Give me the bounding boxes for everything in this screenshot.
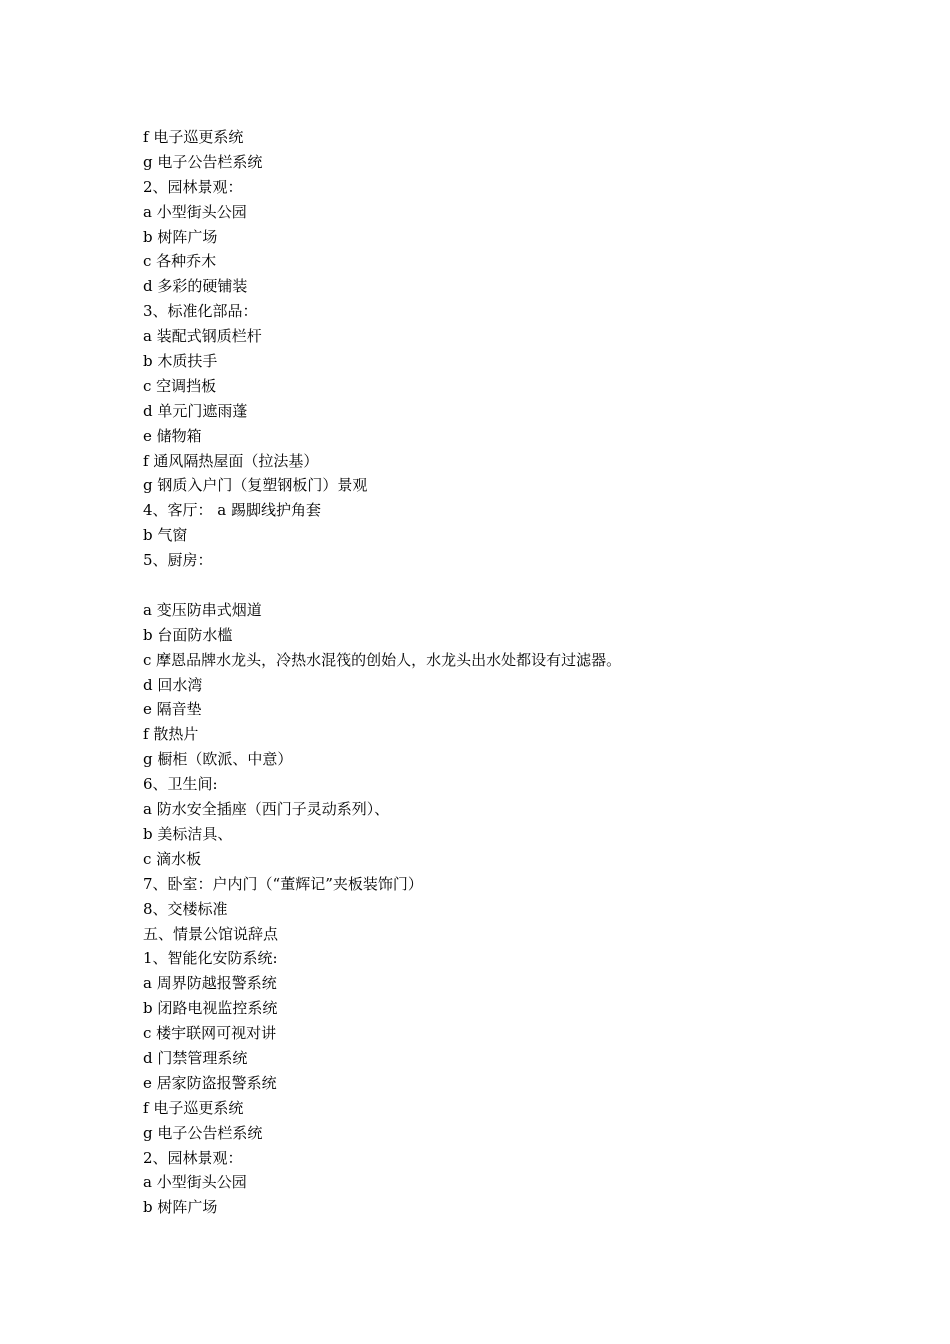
text-line: f 通风隔热屋面（拉法基） xyxy=(143,451,319,470)
text-line: c 滴水板 xyxy=(143,849,202,868)
blank-line xyxy=(143,573,903,598)
text-line: a 变压防串式烟道 xyxy=(143,600,262,619)
section-heading: 6、卫生间: xyxy=(143,775,218,794)
text-line: d 单元门遮雨蓬 xyxy=(143,401,248,420)
section-heading: 5、厨房： xyxy=(143,551,213,570)
text-line: a 防水安全插座（西门子灵动系列）、 xyxy=(143,800,390,819)
text-line: e 储物箱 xyxy=(143,426,202,445)
text-line: f 散热片 xyxy=(143,725,199,744)
text-line: d 回水湾 xyxy=(143,675,203,694)
text-line: e 隔音垫 xyxy=(143,700,202,719)
document-body xyxy=(143,125,903,1220)
section-heading: 4、客厅： a 踢脚线护角套 xyxy=(143,501,322,520)
text-line: g 钢质入户门（复塑钢板门）景观 xyxy=(143,476,368,495)
text-line: d 多彩的硬铺装 xyxy=(143,277,248,296)
text-line: g 橱柜（欧派、中意） xyxy=(143,750,293,769)
text-line: a 小型街头公园 xyxy=(143,202,247,221)
text-line: b 美标洁具、 xyxy=(143,824,233,843)
text-line: f 电子巡更系统 xyxy=(143,128,244,146)
text-line: f 电子巡更系统 xyxy=(143,1098,244,1117)
text-line: a 小型街头公园 xyxy=(143,1173,247,1192)
text-line: g 电子公告栏系统 xyxy=(143,152,263,171)
text-line: c 各种乔木 xyxy=(143,252,217,271)
text-line: b 树阵广场 xyxy=(143,227,218,246)
text-line: e 居家防盗报警系统 xyxy=(143,1073,277,1092)
text-line: a 装配式钢质栏杆 xyxy=(143,327,262,346)
section-heading: 3、标准化部品： xyxy=(143,302,258,321)
text-line: b 树阵广场 xyxy=(143,1198,218,1217)
chapter-heading: 五、情景公馆说辞点 xyxy=(143,924,279,943)
text-line: b 闭路电视监控系统 xyxy=(143,999,278,1018)
text-line: c 摩恩品牌水龙头，冷热水混筏的创始人，水龙头出水处都设有过滤器。 xyxy=(143,650,622,669)
text-line: b 气窗 xyxy=(143,526,188,545)
section-heading: 1、智能化安防系统: xyxy=(143,949,278,968)
text-line: b 台面防水槛 xyxy=(143,625,233,644)
section-heading: 2、园林景观： xyxy=(143,177,243,196)
text-line: c 楼宇联网可视对讲 xyxy=(143,1024,277,1043)
section-heading: 8、交楼标准 xyxy=(143,899,228,918)
section-heading: 7、卧室：户内门（“董辉记”夹板装饰门） xyxy=(143,874,423,893)
text-line: d 门禁管理系统 xyxy=(143,1048,248,1067)
text-line: a 周界防越报警系统 xyxy=(143,974,277,993)
text-line: g 电子公告栏系统 xyxy=(143,1123,263,1142)
text-line: c 空调挡板 xyxy=(143,376,217,395)
section-heading: 2、园林景观： xyxy=(143,1148,243,1167)
text-line: b 木质扶手 xyxy=(143,352,218,371)
